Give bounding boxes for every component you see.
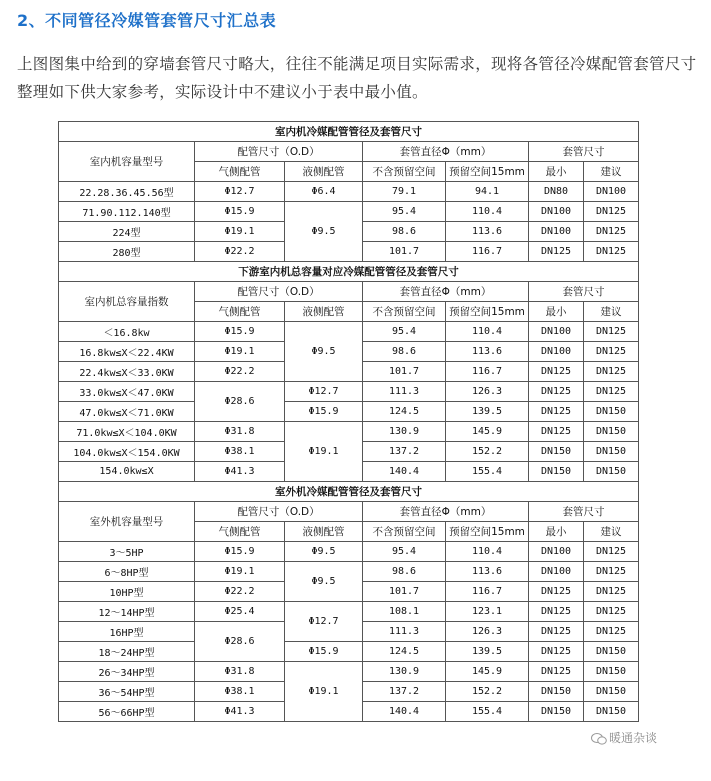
rec-cell: DN150 [584,442,639,462]
reserve-cell: 110.4 [446,542,529,562]
rec-cell: DN150 [584,682,639,702]
model-cell: 10HP型 [59,582,195,602]
gas-cell: Φ28.6 [195,622,285,662]
no-reserve-cell: 95.4 [363,202,446,222]
min-cell: DN80 [529,182,584,202]
no-reserve-cell: 98.6 [363,562,446,582]
no-reserve-cell: 95.4 [363,542,446,562]
sleeve-dia-header: 套管直径Φ（mm） [363,502,529,522]
min-cell: DN100 [529,542,584,562]
pipe-size-header: 配管尺寸（O.D） [195,282,363,302]
no-reserve-header: 不含预留空间 [363,162,446,182]
min-cell: DN150 [529,702,584,722]
rec-cell: DN125 [584,582,639,602]
liquid-cell: Φ12.7 [285,602,363,642]
min-cell: DN125 [529,582,584,602]
sleeve-dia-header: 套管直径Φ（mm） [363,282,529,302]
gas-cell: Φ15.9 [195,322,285,342]
pipe-size-header: 配管尺寸（O.D） [195,502,363,522]
no-reserve-cell: 79.1 [363,182,446,202]
rec-cell: DN125 [584,542,639,562]
section-title: 室外机冷媒配管管径及套管尺寸 [59,482,639,502]
no-reserve-cell: 137.2 [363,442,446,462]
gas-cell: Φ22.2 [195,582,285,602]
model-cell: 16HP型 [59,622,195,642]
min-cell: DN125 [529,242,584,262]
no-reserve-cell: 130.9 [363,422,446,442]
gas-cell: Φ25.4 [195,602,285,622]
reserve-header: 预留空间15mm [446,302,529,322]
gas-cell: Φ38.1 [195,682,285,702]
rec-cell: DN125 [584,622,639,642]
reserve-cell: 123.1 [446,602,529,622]
table-row [59,202,639,222]
model-cell: 71.0kw≤X＜104.0KW [59,422,195,442]
model-cell: 16.8kw≤X＜22.4KW [59,342,195,362]
reserve-cell: 126.3 [446,622,529,642]
min-cell: DN125 [529,402,584,422]
min-cell: DN125 [529,382,584,402]
model-cell: 22.28.36.45.56型 [59,182,195,202]
rec-cell: DN100 [584,182,639,202]
model-cell: 12～14HP型 [59,602,195,622]
model-cell: 56～66HP型 [59,702,195,722]
model-cell: 280型 [59,242,195,262]
gas-cell: Φ31.8 [195,422,285,442]
sleeve-size-header: 套管尺寸 [529,502,639,522]
gas-cell: Φ19.1 [195,562,285,582]
min-header: 最小 [529,522,584,542]
no-reserve-cell: 111.3 [363,622,446,642]
liquid-cell: Φ19.1 [285,422,363,482]
gas-cell: Φ41.3 [195,702,285,722]
model-cell: 22.4kw≤X＜33.0KW [59,362,195,382]
liquid-cell: Φ9.5 [285,562,363,602]
rec-cell: DN125 [584,202,639,222]
min-cell: DN100 [529,322,584,342]
row-label-header: 室内机总容量指数 [59,282,195,322]
gas-cell: Φ15.9 [195,202,285,222]
table-row [59,602,639,622]
min-cell: DN125 [529,422,584,442]
row-label-header: 室内机容量型号 [59,142,195,182]
no-reserve-cell: 140.4 [363,462,446,482]
min-header: 最小 [529,302,584,322]
model-cell: 154.0kw≤X [59,462,195,482]
reserve-cell: 152.2 [446,442,529,462]
no-reserve-cell: 101.7 [363,362,446,382]
liquid-cell: Φ6.4 [285,182,363,202]
model-cell: 104.0kw≤X＜154.0KW [59,442,195,462]
rec-cell: DN125 [584,602,639,622]
table-row [59,322,639,342]
model-cell: 47.0kw≤X＜71.0KW [59,402,195,422]
sleeve-size-header: 套管尺寸 [529,142,639,162]
pipe-size-header: 配管尺寸（O.D） [195,142,363,162]
no-reserve-cell: 124.5 [363,402,446,422]
rec-cell: DN150 [584,662,639,682]
gas-cell: Φ12.7 [195,182,285,202]
liquid-side-header: 液侧配管 [285,302,363,322]
table-row [59,642,639,662]
no-reserve-cell: 140.4 [363,702,446,722]
gas-cell: Φ22.2 [195,242,285,262]
liquid-cell: Φ15.9 [285,642,363,662]
row-label-header: 室外机容量型号 [59,502,195,542]
table-row [59,402,639,422]
reserve-cell: 152.2 [446,682,529,702]
reserve-cell: 155.4 [446,702,529,722]
recommended-header: 建议 [584,162,639,182]
rec-cell: DN150 [584,402,639,422]
min-cell: DN100 [529,342,584,362]
gas-cell: Φ28.6 [195,382,285,422]
liquid-cell: Φ19.1 [285,662,363,722]
rec-cell: DN125 [584,242,639,262]
min-cell: DN125 [529,602,584,622]
reserve-cell: 116.7 [446,242,529,262]
rec-cell: DN150 [584,462,639,482]
reserve-cell: 139.5 [446,642,529,662]
sleeve-size-header: 套管尺寸 [529,282,639,302]
reserve-cell: 116.7 [446,582,529,602]
min-cell: DN125 [529,662,584,682]
no-reserve-cell: 98.6 [363,222,446,242]
rec-cell: DN125 [584,562,639,582]
reserve-cell: 145.9 [446,662,529,682]
wechat-icon [591,733,607,745]
model-cell: 36～54HP型 [59,682,195,702]
min-cell: DN150 [529,682,584,702]
reserve-cell: 139.5 [446,402,529,422]
rec-cell: DN150 [584,422,639,442]
watermark [591,729,657,746]
reserve-cell: 110.4 [446,202,529,222]
sleeve-dia-header: 套管直径Φ（mm） [363,142,529,162]
gas-side-header: 气侧配管 [195,162,285,182]
liquid-cell: Φ15.9 [285,402,363,422]
no-reserve-cell: 111.3 [363,382,446,402]
gas-cell: Φ38.1 [195,442,285,462]
sleeve-size-table [58,121,639,722]
gas-cell: Φ31.8 [195,662,285,682]
model-cell: 3～5HP [59,542,195,562]
no-reserve-cell: 124.5 [363,642,446,662]
recommended-header: 建议 [584,522,639,542]
model-cell: 26～34HP型 [59,662,195,682]
gas-cell: Φ22.2 [195,362,285,382]
liquid-side-header: 液侧配管 [285,162,363,182]
model-cell: 18～24HP型 [59,642,195,662]
no-reserve-cell: 101.7 [363,242,446,262]
no-reserve-header: 不含预留空间 [363,302,446,322]
rec-cell: DN125 [584,342,639,362]
model-cell: 6～8HP型 [59,562,195,582]
rec-cell: DN150 [584,702,639,722]
table-row [59,662,639,682]
reserve-cell: 94.1 [446,182,529,202]
model-cell: 71.90.112.140型 [59,202,195,222]
reserve-cell: 113.6 [446,342,529,362]
watermark-text: 暖通杂谈 [609,731,658,745]
rec-cell: DN125 [584,322,639,342]
reserve-cell: 116.7 [446,362,529,382]
rec-cell: DN125 [584,222,639,242]
model-cell: ＜16.8kw [59,322,195,342]
reserve-cell: 145.9 [446,422,529,442]
min-cell: DN125 [529,362,584,382]
table-row [59,182,639,202]
no-reserve-header: 不含预留空间 [363,522,446,542]
section-title: 室内机冷媒配管管径及套管尺寸 [59,122,639,142]
intro-paragraph: 上图图集中给到的穿墙套管尺寸略大，往往不能满足项目实际需求，现将各管径冷媒配管套管尺寸整理如下供大家参考，实际设计中不建议小于表中最小值。 [17,55,697,101]
liquid-side-header: 液侧配管 [285,522,363,542]
gas-side-header: 气侧配管 [195,302,285,322]
gas-cell: Φ19.1 [195,342,285,362]
no-reserve-cell: 101.7 [363,582,446,602]
liquid-cell: Φ9.5 [285,202,363,262]
reserve-header: 预留空间15mm [446,522,529,542]
liquid-cell: Φ12.7 [285,382,363,402]
table-row [59,542,639,562]
reserve-cell: 126.3 [446,382,529,402]
model-cell: 33.0kw≤X＜47.0KW [59,382,195,402]
section-heading: 2、不同管径冷媒管套管尺寸汇总表 [17,11,277,30]
reserve-cell: 110.4 [446,322,529,342]
no-reserve-cell: 95.4 [363,322,446,342]
no-reserve-cell: 108.1 [363,602,446,622]
liquid-cell: Φ9.5 [285,542,363,562]
min-cell: DN125 [529,642,584,662]
recommended-header: 建议 [584,302,639,322]
min-cell: DN150 [529,462,584,482]
reserve-header: 预留空间15mm [446,162,529,182]
min-cell: DN100 [529,222,584,242]
no-reserve-cell: 98.6 [363,342,446,362]
table-row [59,382,639,402]
min-header: 最小 [529,162,584,182]
gas-cell: Φ19.1 [195,222,285,242]
reserve-cell: 113.6 [446,562,529,582]
rec-cell: DN125 [584,382,639,402]
no-reserve-cell: 137.2 [363,682,446,702]
section-title: 下游室内机总容量对应冷媒配管管径及套管尺寸 [59,262,639,282]
min-cell: DN100 [529,562,584,582]
min-cell: DN150 [529,442,584,462]
min-cell: DN125 [529,622,584,642]
rec-cell: DN125 [584,362,639,382]
rec-cell: DN150 [584,642,639,662]
table-row [59,562,639,582]
no-reserve-cell: 130.9 [363,662,446,682]
reserve-cell: 155.4 [446,462,529,482]
model-cell: 224型 [59,222,195,242]
min-cell: DN100 [529,202,584,222]
table-row [59,422,639,442]
gas-cell: Φ41.3 [195,462,285,482]
gas-side-header: 气侧配管 [195,522,285,542]
gas-cell: Φ15.9 [195,542,285,562]
liquid-cell: Φ9.5 [285,322,363,382]
reserve-cell: 113.6 [446,222,529,242]
